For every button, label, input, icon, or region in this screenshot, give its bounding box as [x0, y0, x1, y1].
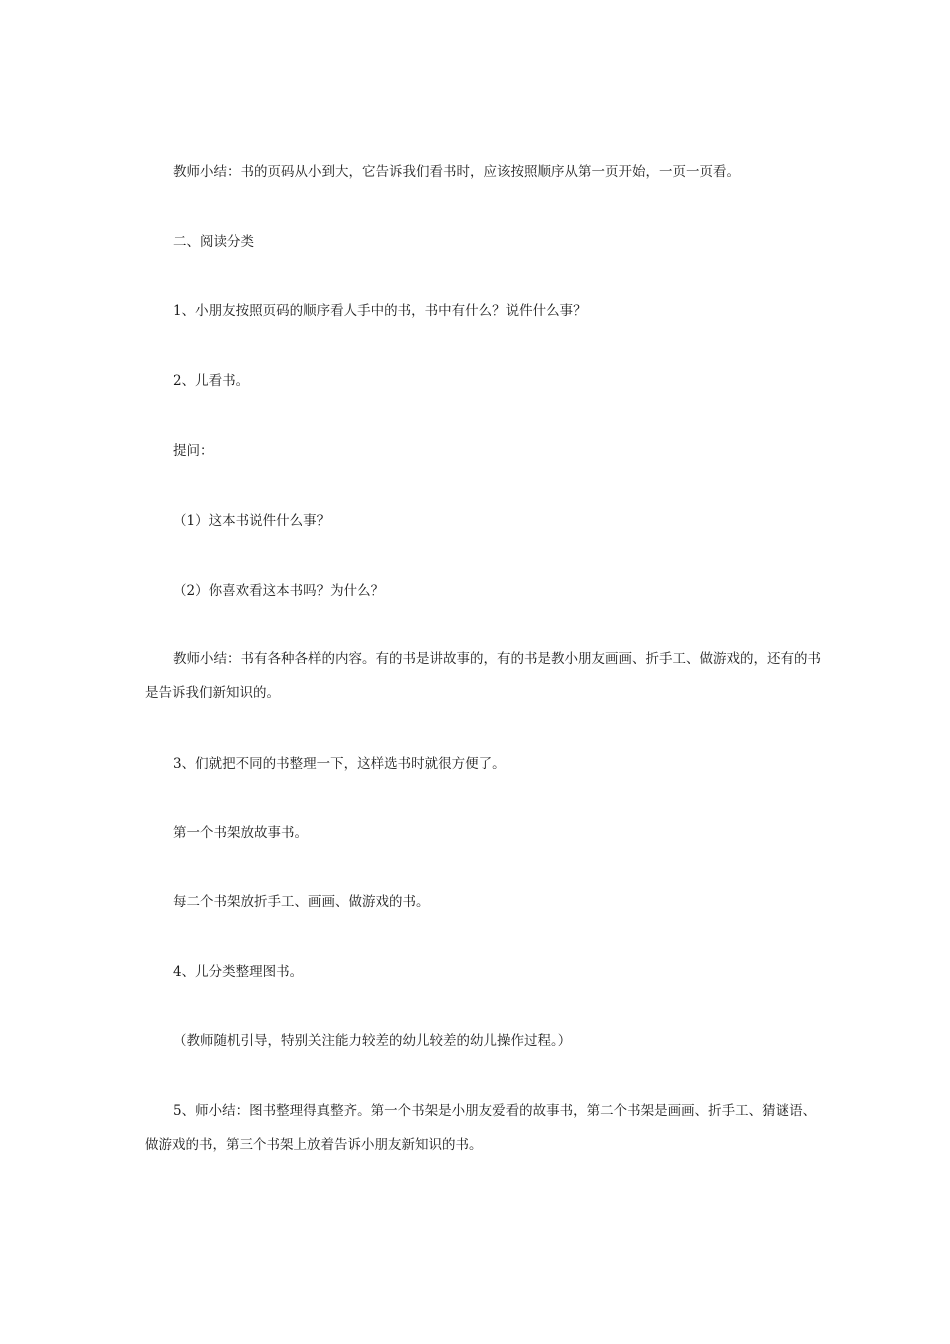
section-heading-reading-classification: 二、阅读分类 — [173, 234, 254, 250]
paragraph-teacher-guidance: （教师随机引导，特别关注能力较差的幼儿较差的幼儿操作过程。） — [173, 1033, 572, 1049]
paragraph-step-2: 2、儿看书。 — [173, 373, 250, 389]
paragraph-step-1: 1、小朋友按照页码的顺序看人手中的书，书中有什么？说件什么事？ — [173, 303, 587, 319]
paragraph-teacher-summary-1: 教师小结：书的页码从小到大，它告诉我们看书时，应该按照顺序从第一页开始，一页一页看。 — [173, 164, 740, 180]
paragraph-step-5-summary: 5、师小结：图书整理得真整齐。第一个书架是小朋友爱看的故事书，第二个书架是画画、折手工、猜谜语、做游戏的书，第三个书架上放着告诉小朋友新知识的书。 — [145, 1103, 817, 1153]
paragraph-shelf-1: 第一个书架放故事书。 — [173, 825, 308, 841]
paragraph-question-2: （2）你喜欢看这本书吗？为什么？ — [173, 583, 385, 599]
paragraph-shelf-2: 每二个书架放折手工、画画、做游戏的书。 — [173, 894, 430, 910]
paragraph-teacher-summary-2: 教师小结：书有各种各样的内容。有的书是讲故事的，有的书是教小朋友画画、折手工、做游戏的，还有的书是告诉我们新知识的。 — [145, 651, 821, 701]
paragraph-step-3: 3、们就把不同的书整理一下，这样选书时就很方便了。 — [173, 756, 506, 772]
paragraph-question-1: （1）这本书说件什么事？ — [173, 513, 331, 529]
paragraph-question-label: 提问： — [173, 443, 214, 459]
paragraph-step-4: 4、儿分类整理图书。 — [173, 964, 304, 980]
